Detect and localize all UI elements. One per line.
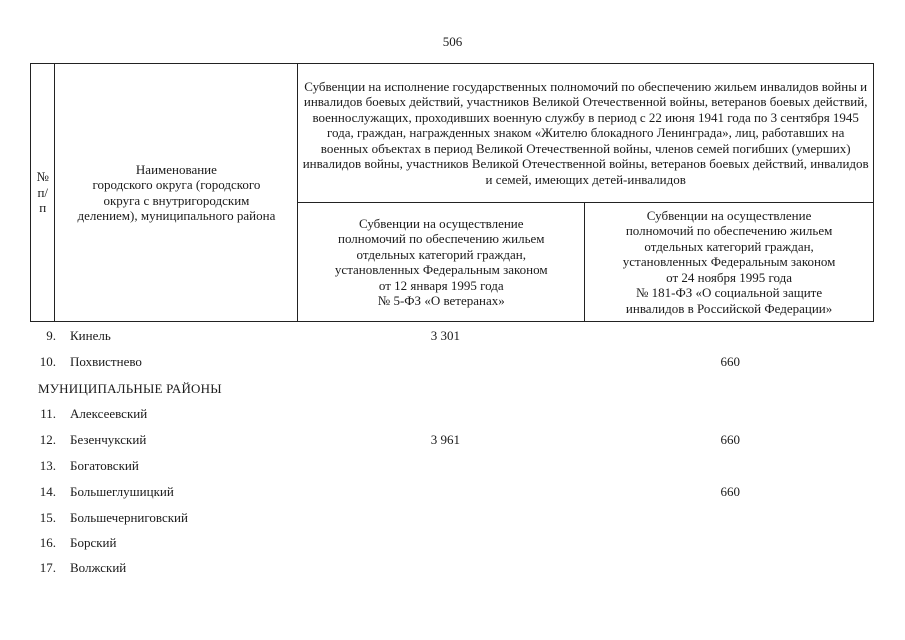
table-row [0, 483, 905, 501]
section-title: МУНИЦИПАЛЬНЫЕ РАЙОНЫ [38, 381, 222, 396]
row-number: 16. [39, 535, 56, 550]
header-sub-b-cell: Субвенции на осуществление полномочий по обеспечению жильем отдельных категорий граждан, установленных Федеральным законом от 24 ноября 1995 года № 181-ФЗ «О социальной защите инвалидов в Российской Федерации» [585, 203, 874, 322]
row-value-b: 660 [720, 432, 740, 447]
row-value-a: 3 961 [430, 432, 460, 447]
row-number: 9. [46, 328, 56, 343]
table-row [0, 534, 905, 552]
header-table [30, 63, 874, 322]
row-number: 17. [39, 560, 56, 575]
table-row [0, 431, 905, 449]
row-name: Алексеевский [70, 406, 148, 421]
row-value-b: 660 [720, 484, 740, 499]
row-name: Богатовский [70, 458, 139, 473]
row-number: 14. [39, 484, 56, 499]
table-row [0, 327, 905, 345]
row-number: 12. [39, 432, 56, 447]
table-row [0, 405, 905, 423]
row-name: Безенчукский [70, 432, 147, 447]
row-number: 11. [40, 406, 56, 421]
row-name: Борский [70, 535, 117, 550]
row-value-a: 3 301 [430, 328, 460, 343]
row-name: Большечерниговский [70, 510, 188, 525]
row-value-b: 660 [720, 354, 740, 369]
table-row [0, 559, 905, 577]
row-name: Волжский [70, 560, 127, 575]
table-row [0, 457, 905, 475]
header-name-cell: Наименование городского округа (городского округа с внутригородским делением), муниципального района [55, 64, 298, 322]
row-name: Большеглушицкий [70, 484, 174, 499]
row-number: 13. [39, 458, 56, 473]
row-name: Похвистнево [70, 354, 142, 369]
table-row [0, 509, 905, 527]
table-row [0, 353, 905, 371]
row-number: 15. [39, 510, 56, 525]
page-number: 506 [442, 34, 463, 49]
header-num-cell: № п/п [31, 64, 55, 322]
header-sub-a-cell: Субвенции на осуществление полномочий по обеспечению жильем отдельных категорий граждан, установленных Федеральным законом от 12 января 1995 года № 5-ФЗ «О ветеранах» [298, 203, 585, 322]
row-number: 10. [39, 354, 56, 369]
header-main-cell: Субвенции на исполнение государственных полномочий по обеспечению жильем инвалидов войны и инвалидов боевых действий, участников Великой Отечественной войны, ветеранов боевых действий, военнослужащих, проходивших военную службу в период с 22 июня 1941 года по 3 сентября 1945 года, граждан, награжденных знаком «Жителю блокадного Ленинграда», лиц, работавших на военных объектах в период Великой Отечественной войны, членов семей погибших (умерших) инвалидов войны, участников Великой Отечественной войны, ветеранов боевых действий, инвалидов и семей, имеющих детей-инвалидов [298, 64, 874, 203]
row-name: Кинель [70, 328, 111, 343]
